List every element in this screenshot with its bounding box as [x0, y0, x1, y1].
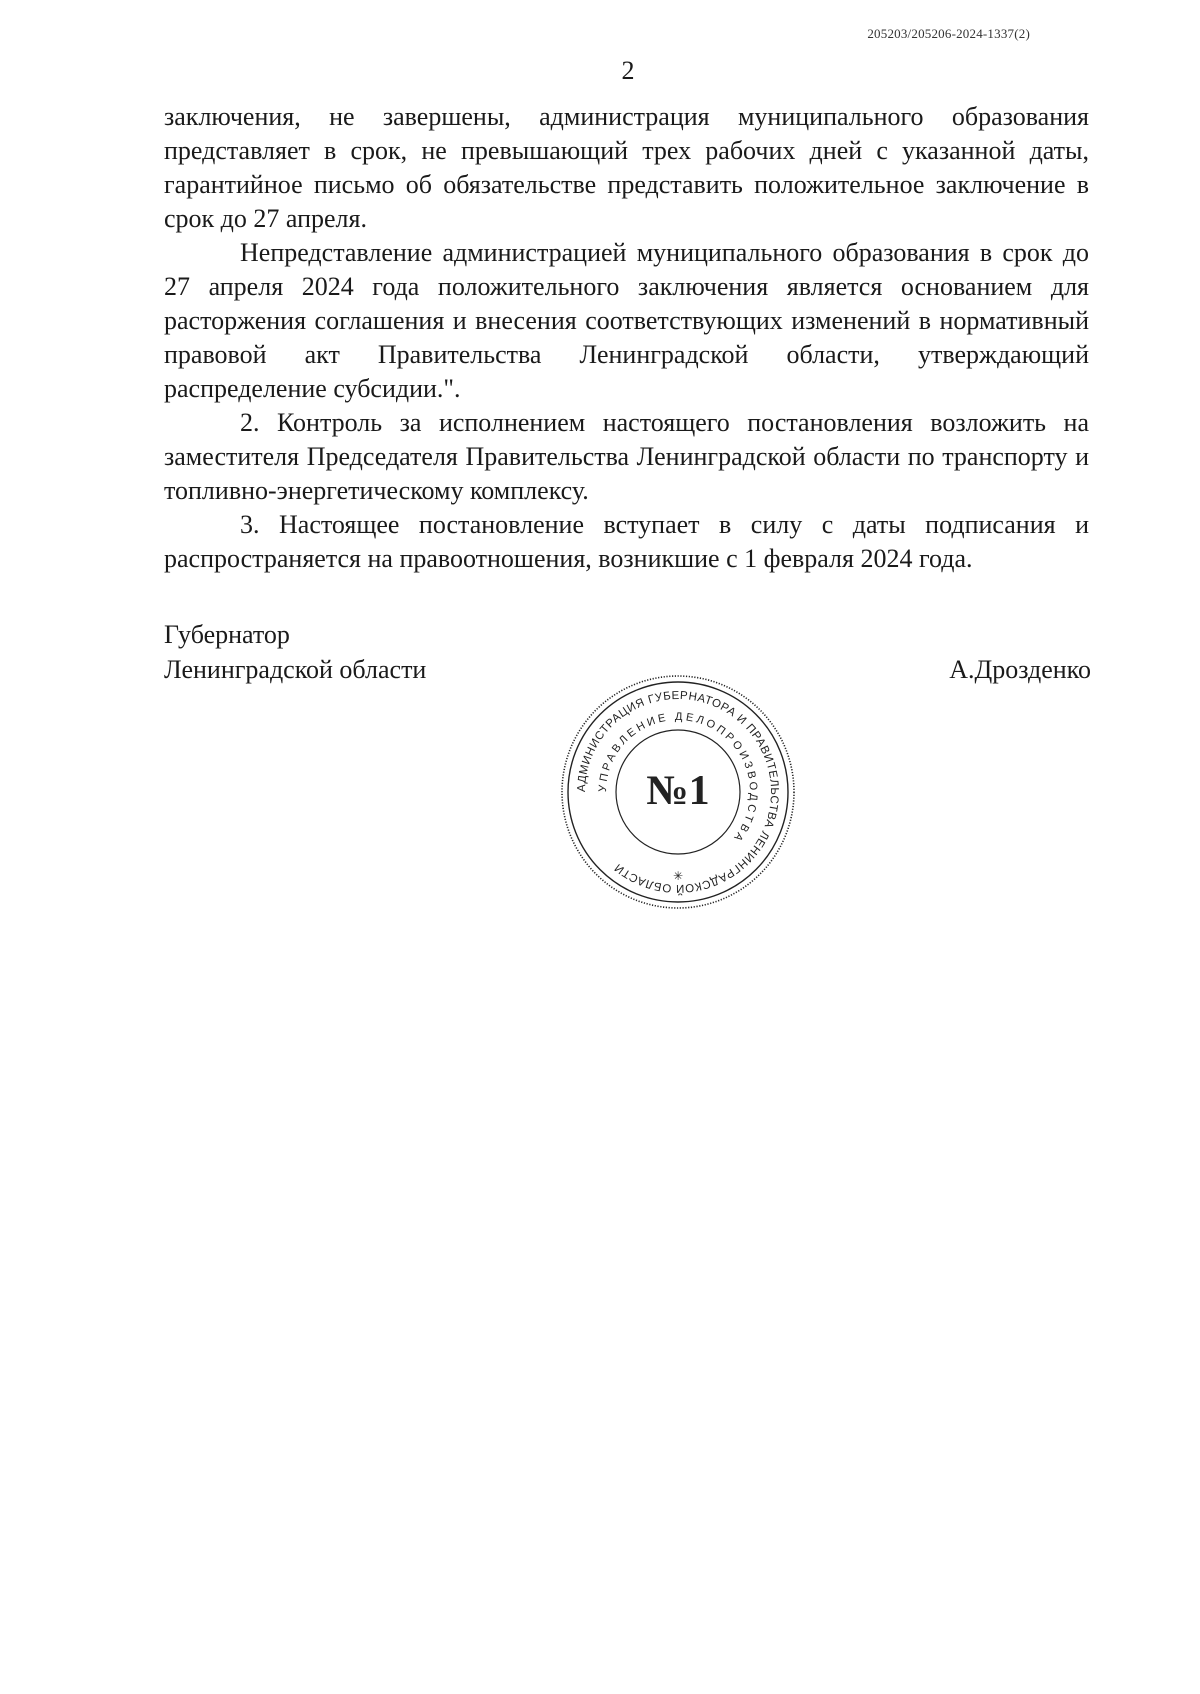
- signatory-name: А.Дрозденко: [949, 655, 1091, 684]
- signatory-title: [164, 617, 426, 687]
- page-number: 2: [621, 56, 635, 85]
- official-seal: [558, 672, 798, 912]
- document-body: [164, 100, 1089, 576]
- paragraph-continuation: заключения, не завершены, администрация муниципального образования представляет в срок, не превышающий трех рабочих дней с указанной даты, гарантийное письмо об обязательстве представить положительное заключение в срок до 27 апреля.: [164, 102, 1089, 233]
- star-icon: ✳: [672, 869, 684, 883]
- signatory-title-line2: Ленинградской области: [164, 655, 427, 684]
- document-registration-number: 205203/205206-2024-1337(2): [867, 26, 1030, 41]
- seal-outer-text: АДМИНИСТРАЦИЯ ГУБЕРНАТОРА И ПРАВИТЕЛЬСТВА ЛЕНИНГРАДСКОЙ ОБЛАСТИ: [575, 689, 781, 895]
- seal-center-number: №1: [646, 768, 710, 814]
- paragraph-control: 2. Контроль за исполнением настоящего постановления возложить на заместителя Председателя Правительства Ленинградской области по транспорту и топливно-энергетическому комплексу.: [164, 408, 1089, 505]
- paragraph-effective-date: 3. Настоящее постановление вступает в силу с даты подписания и распространяется на правоотношения, возникшие с 1 февраля 2024 года.: [164, 510, 1089, 573]
- seal-inner-text: УПРАВЛЕНИЕ ДЕЛОПРОИЗВОДСТВА: [596, 710, 760, 846]
- signatory-title-line1: Губернатор: [164, 620, 290, 649]
- paragraph-non-submission: Непредставление администрацией муниципального образования в срок до 27 апреля 2024 года положительного заключения является основанием для расторжения соглашения и внесения соответствующих изменений в нормативный правовой акт Правительства Ленинградской области, утверждающий распределение субсидии.".: [164, 238, 1089, 403]
